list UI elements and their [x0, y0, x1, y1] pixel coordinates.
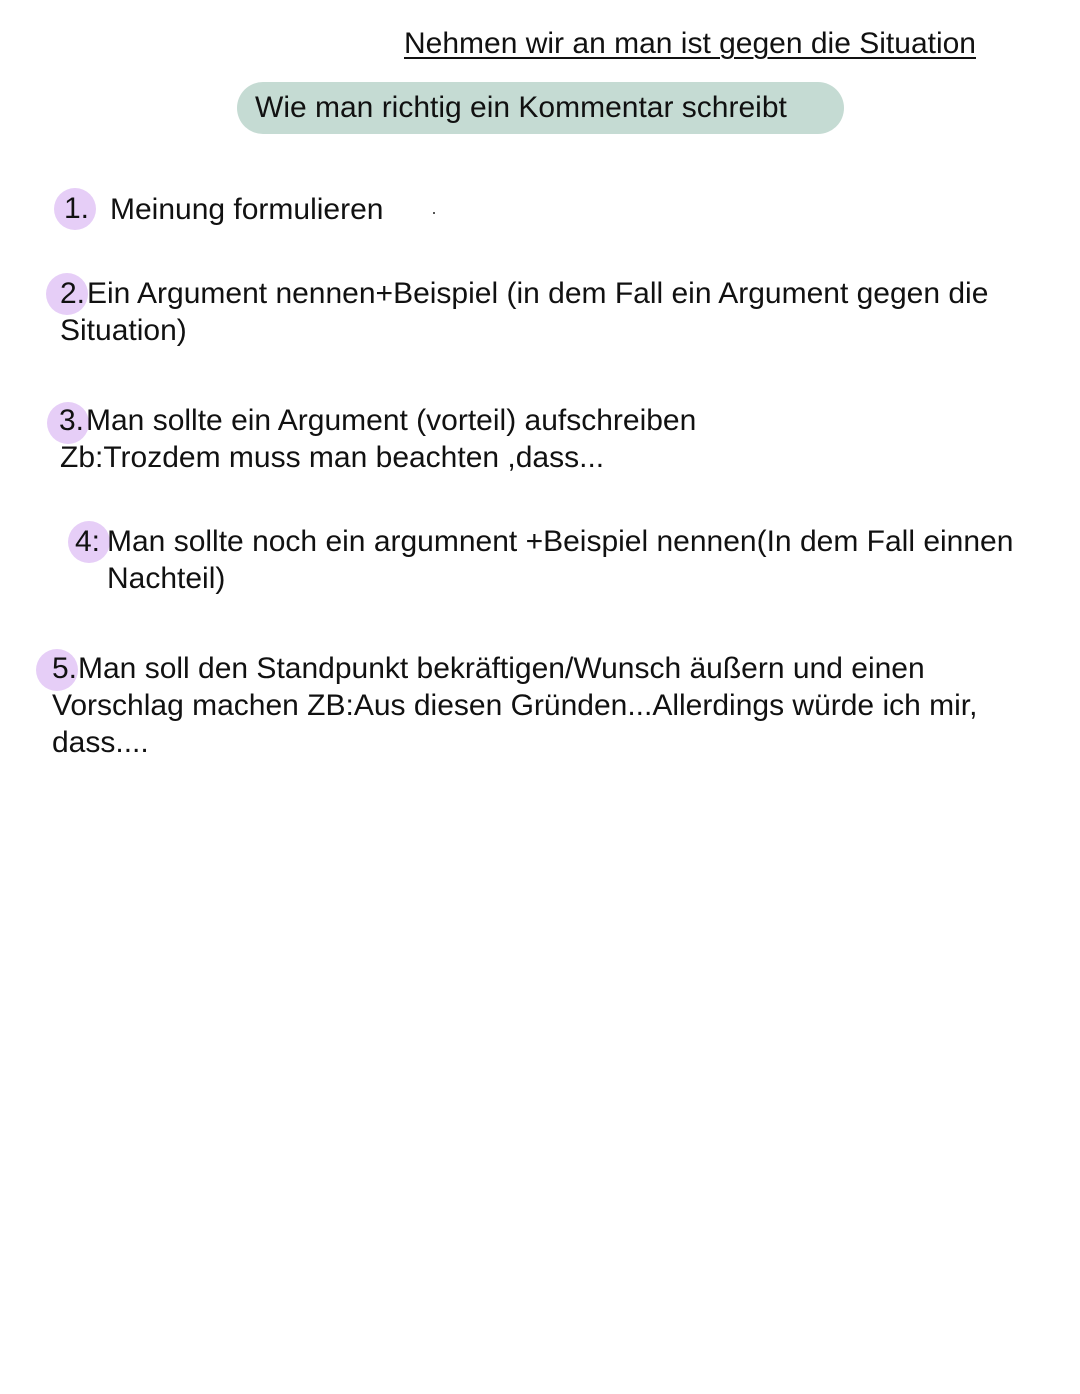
- step-1-line-1: Meinung formulieren: [110, 193, 384, 226]
- step-5-line-3: dass....: [52, 726, 149, 759]
- step-4-line-2: Nachteil): [107, 562, 226, 595]
- heading: Nehmen wir an man ist gegen die Situation: [404, 27, 976, 60]
- step-3-line-2: Zb:Trozdem muss man beachten ,dass...: [60, 441, 605, 474]
- stray-dot: [433, 212, 435, 214]
- step-3-line-1: Man sollte ein Argument (vorteil) aufschreiben: [86, 404, 697, 437]
- step-2-line-2: Situation): [60, 314, 187, 347]
- step-3-number: 3.: [59, 404, 85, 437]
- step-5-line-2: Vorschlag machen ZB:Aus diesen Gründen...Allerdings würde ich mir,: [52, 689, 978, 722]
- step-4-number: 4:: [75, 525, 101, 558]
- step-2-number: 2.: [60, 277, 86, 310]
- title-pill-text: Wie man richtig ein Kommentar schreibt: [255, 91, 787, 124]
- step-2-line-1: Ein Argument nennen+Beispiel (in dem Fall ein Argument gegen die: [87, 277, 989, 310]
- step-5-number: 5.: [52, 652, 78, 685]
- step-4-line-1: Man sollte noch ein argumnent +Beispiel nennen(In dem Fall einnen: [107, 525, 1014, 558]
- step-1-number: 1.: [64, 192, 90, 225]
- step-5-line-1: Man soll den Standpunkt bekräftigen/Wunsch äußern und einen: [78, 652, 925, 685]
